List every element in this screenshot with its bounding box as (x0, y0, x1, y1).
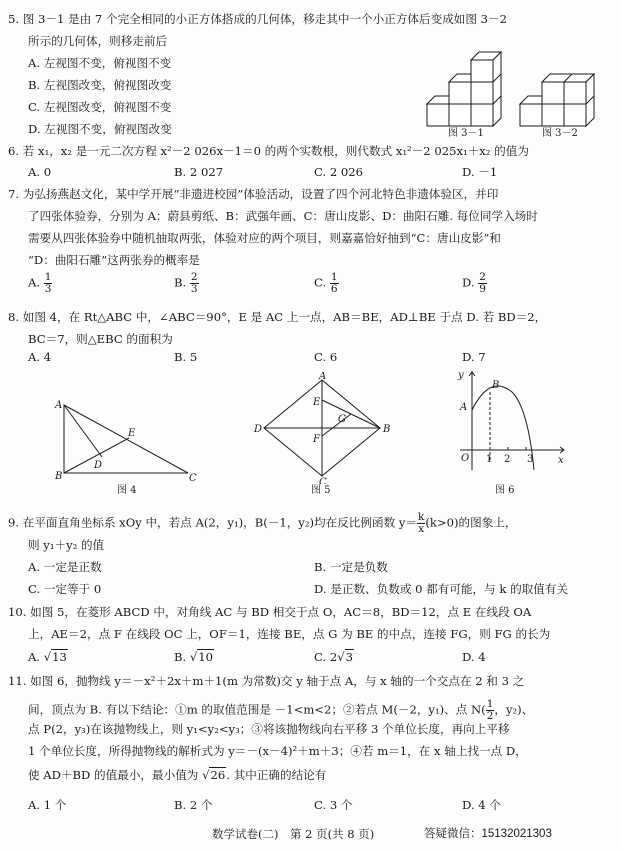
q7-line3: 需要从四张体验券中随机抽取两张，体验对应的两个项目，则嘉嘉恰好抽到“C：唐山皮影”和 (28, 231, 501, 245)
fig4-label-a: A (55, 400, 63, 411)
contact-info: 答疑微信：15132021303 (424, 828, 552, 840)
q5-option-c: C. 左视图改变，俯视图不变 (28, 100, 172, 114)
q9-line1: 9. 在平面直角坐标系 xOy 中，若点 A(2，y₁)，B(－1，y₂)均在反比例函数 y＝ $\frac{k}{x}$ (k>0)的图象上， (8, 511, 517, 536)
q9-option-d: D. 是正数、负数或 0 都有可能，与 k 的取值有关 (314, 582, 569, 596)
q11-option-a: A. 1 个 (28, 798, 67, 812)
q7-line1: 7. 为弘扬燕赵文化，某中学开展“非遗进校园”体验活动，设置了四个河北特色非遗体验区，并印 (8, 187, 499, 201)
q6-option-d: D. －1 (462, 165, 498, 179)
q8-line1: 8. 如图 4，在 Rt△ABC 中，∠ABC＝90°，E 是 AC 上一点，AB＝BE，AD⊥BE 于点 D. 若 BD＝2， (8, 310, 547, 324)
page-footer: 数学试卷(二) 第 2 页(共 8 页) (212, 827, 375, 841)
fig6-label-y: y (458, 370, 464, 381)
q10-option-c: C. 2√3 (314, 650, 353, 664)
q10-line2: 上，AE＝2，点 F 在线段 OC 上，OF＝1，连接 BE，点 G 为 BE 的中点，连接 FG，则 FG 的长为 (28, 627, 551, 641)
q10-option-d: D. 4 (462, 650, 486, 664)
fig6-tick-1: 1 (486, 454, 493, 465)
figure-3-2 (518, 66, 610, 136)
figure-4 (52, 395, 202, 485)
q10-option-b: B. √10 (174, 650, 214, 664)
fig6-label-b: B (492, 380, 500, 391)
q9-option-c: C. 一定等于 0 (28, 582, 102, 596)
fig4-label-c: C (189, 473, 197, 484)
q11-line4: 1 个单位长度，所得抛物线的解析式为 y＝－(x－4)²＋m＋3；④若 m＝1，在 x 轴上找一点 D， (28, 744, 527, 758)
q8-option-b: B. 5 (174, 350, 198, 364)
q11-option-d: D. 4 个 (462, 798, 501, 812)
q9-option-a: A. 一定是正数 (28, 560, 102, 574)
q11-option-b: B. 2 个 (174, 798, 213, 812)
figure-6-caption: 图 6 (495, 485, 515, 496)
figure-4-caption: 图 4 (117, 485, 137, 496)
fig6-tick-3: 3 (527, 454, 534, 465)
q5-option-d: D. 左视图不变，俯视图改变 (28, 122, 172, 136)
figure-5 (250, 372, 398, 484)
fig6-label-a: A (460, 402, 468, 413)
fig4-label-b: B (55, 471, 63, 482)
q7-option-c: C. $\frac{1}{6}$ (314, 271, 338, 296)
q11-line5: 使 AD＋BD 的值最小，最小值为 √26. 其中正确的结论有 (28, 768, 327, 782)
fig6-label-x: x (558, 455, 564, 466)
q5-option-b: B. 左视图改变，俯视图改变 (28, 78, 172, 92)
fig4-label-e: E (128, 428, 136, 439)
q8-line2: BC＝7，则△EBC 的面积为 (28, 332, 173, 346)
figure-3-1-caption: 图 3－1 (448, 128, 484, 139)
q11-option-c: C. 3 个 (314, 798, 353, 812)
q11-line1: 11. 如图 6，抛物线 y＝－x²＋2x＋m＋1(m 为常数)交 y 轴于点 A，与 x 轴的一个交点在 2 和 3 之 (8, 674, 525, 688)
fig5-label-g: G (338, 414, 346, 425)
q5-line1: 5. 图 3－1 是由 7 个完全相同的小正方体搭成的几何体，移走其中一个小正方体后变成如图 3－2 (8, 12, 508, 26)
q7-option-a: A. $\frac{1}{3}$ (28, 271, 52, 296)
q6-option-b: B. 2 027 (174, 165, 224, 179)
figure-3-2-caption: 图 3－2 (542, 128, 578, 139)
q6-stem: 6. 若 x₁，x₂ 是一元二次方程 x²－2 026x－1＝0 的两个实数根，则代数式 x₁²－2 025x₁＋x₂ 的值为 (8, 144, 529, 158)
fig5-label-d: D (254, 424, 263, 435)
q10-line1: 10. 如图 5，在菱形 ABCD 中，对角线 AC 与 BD 相交于点 O，AC＝8，BD＝12，点 E 在线段 OA (8, 605, 532, 619)
q8-option-d: D. 7 (462, 350, 486, 364)
q11-line2: 间，顶点为 B. 有以下结论：①m 的取值范围是 －1<m<2；②若点 M(－2，y₁)、点 N( $\frac{1}{2}$ ，y₂)、 (28, 698, 534, 723)
fig5-label-c: C (319, 477, 327, 484)
q8-option-c: C. 6 (314, 350, 338, 364)
q10-option-a: A. √13 (28, 650, 67, 664)
fig6-tick-2: 2 (504, 454, 511, 465)
fig5-label-e: E (313, 397, 321, 408)
fig5-label-b: B (383, 424, 391, 435)
q5-line2: 所示的几何体，则移走前后 (28, 34, 168, 48)
q7-line2: 了四张体验券，分别为 A：蔚县剪纸、B：武强年画、C：唐山皮影、D：曲阳石雕. 每位同学入场时 (28, 209, 538, 223)
fig6-label-o: O (461, 453, 470, 464)
q6-option-c: C. 2 026 (314, 165, 364, 179)
q7-option-b: B. $\frac{2}{3}$ (174, 271, 198, 296)
figure-6 (452, 366, 570, 474)
q11-line3: 点 P(2，y₃)在该抛物线上，则 y₁<y₂<y₃；③将该抛物线向右平移 3 个单位长度，再向上平移 (28, 722, 510, 736)
q7-line4: “D：曲阳石雕”这两张券的概率是 (28, 253, 200, 267)
q9-option-b: B. 一定是负数 (314, 560, 388, 574)
q5-option-a: A. 左视图不变，俯视图不变 (28, 56, 172, 70)
q6-option-a: A. 0 (28, 165, 52, 179)
fig5-label-a: A (319, 372, 327, 382)
fig5-label-f: F (313, 434, 320, 445)
figure-5-caption: 图 5 (311, 485, 331, 496)
fig4-label-d: D (94, 460, 103, 471)
q8-option-a: A. 4 (28, 350, 52, 364)
q9-line2: 则 y₁＋y₂ 的值 (28, 538, 105, 552)
q7-option-d: D. $\frac{2}{9}$ (462, 271, 486, 296)
